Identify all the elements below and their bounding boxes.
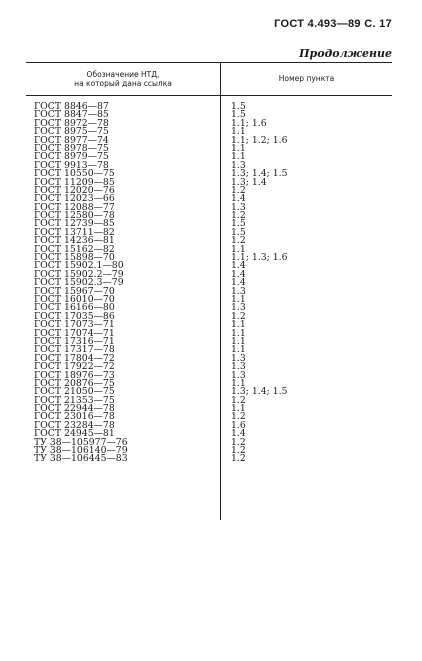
clause-number: 1.5 [231,226,246,238]
clause-number: 1.1 [231,327,246,339]
clause-number: 1.4 [231,268,246,280]
clause-number: 1.2 [231,411,246,423]
document-designation: ГОСТ 17074—71 [34,327,115,339]
clause-number: 1.1 [231,151,246,163]
document-designation: ГОСТ 8975—75 [34,126,109,138]
document-designation: ГОСТ 23284—78 [34,419,115,431]
clause-number: 1.2 [231,184,246,196]
document-designation: ГОСТ 23016—78 [34,411,115,423]
document-designation: ГОСТ 8972—78 [34,117,109,129]
table-header-rule [26,95,392,96]
column-header-document [26,70,220,88]
document-designation: ГОСТ 8978—75 [34,142,109,154]
document-designation: ГОСТ 17316—71 [34,335,115,347]
document-designation: ГОСТ 17035—86 [34,310,115,322]
clause-number: 1.3; 1.4 [231,176,267,188]
document-designation: ГОСТ 17804—72 [34,352,115,364]
document-designation: ГОСТ 12088—77 [34,201,115,213]
clause-number: 1.3 [231,285,246,297]
clause-number: 1.4 [231,428,246,440]
document-designation: ГОСТ 17922—72 [34,361,115,373]
document-designation: ГОСТ 12020—76 [34,184,115,196]
clause-number: 1.3 [231,352,246,364]
clause-number: 1.3; 1.4; 1.5 [231,168,288,180]
clause-number: 1.5 [231,109,246,121]
clause-number: 1.2 [231,445,246,457]
clause-number: 1.5 [231,218,246,230]
clause-number: 1.3 [231,201,246,213]
page-title: ГОСТ 4.493—89 С. 17 [274,18,392,30]
clause-number: 1.1; 1.6 [231,117,267,129]
document-designation: ГОСТ 13711—82 [34,226,115,238]
document-designation: ГОСТ 20876—75 [34,377,115,389]
table-row [0,455,422,463]
clause-number: 1.1 [231,319,246,331]
document-designation: ГОСТ 15162—82 [34,243,115,255]
clause-number: 1.4 [231,193,246,205]
document-designation: ГОСТ 22944—78 [34,403,115,415]
document-designation: ГОСТ 18976—73 [34,369,115,381]
document-designation: ГОСТ 8846—87 [34,101,109,112]
document-designation: ТУ 38—106140—79 [34,445,128,457]
clause-number: 1.3; 1.4; 1.5 [231,386,288,398]
clause-number: 1.1 [231,377,246,389]
clause-number: 1.2 [231,235,246,247]
document-designation: ТУ 38—105977—76 [34,436,128,448]
clause-number: 1.3 [231,159,246,171]
column-header-document-line2: на который дана ссылка [74,79,172,88]
table-top-rule [26,62,392,63]
clause-number: 1.1 [231,243,246,255]
clause-number: 1.2 [231,394,246,406]
document-designation: ГОСТ 12023—66 [34,193,115,205]
document-designation: ГОСТ 10550—75 [34,168,115,180]
document-designation: ГОСТ 15967—70 [34,285,115,297]
clause-number: 1.1 [231,293,246,305]
clause-number: 1.3 [231,302,246,314]
document-designation: ГОСТ 11209—85 [34,176,115,188]
document-designation: ГОСТ 15902.3—79 [34,277,124,289]
document-designation: ГОСТ 15902.1—80 [34,260,124,272]
column-header-document-line1: Обозначение НТД, [86,70,160,79]
clause-number: 1.2 [231,436,246,448]
clause-number: 1.2 [231,210,246,222]
document-designation: ГОСТ 15902.2—79 [34,268,124,280]
clause-number: 1.4 [231,277,246,289]
clause-number: 1.2 [231,310,246,322]
clause-number: 1.4 [231,260,246,272]
table-body [0,103,422,464]
clause-number: 1.1 [231,344,246,356]
document-designation: ГОСТ 12580—78 [34,210,115,222]
clause-number: 1.3 [231,361,246,373]
clause-number: 1.1 [231,126,246,138]
document-designation: ГОСТ 24945—81 [34,428,115,440]
clause-number: 1.1 [231,403,246,415]
document-designation: ГОСТ 17317—78 [34,344,115,356]
document-designation: ГОСТ 16010—70 [34,293,115,305]
clause-number: 1.3 [231,369,246,381]
document-designation: ГОСТ 8847—85 [34,109,109,121]
clause-number: 1.1; 1.2; 1.6 [231,134,288,146]
clause-number: 1.6 [231,419,246,431]
document-designation: ГОСТ 8977—74 [34,134,109,146]
clause-number: 1.5 [231,101,246,112]
document-designation: ГОСТ 17073—71 [34,319,115,331]
document-designation: ГОСТ 15898—70 [34,252,115,264]
document-designation: ТУ 38—106445—83 [34,453,128,465]
clause-number: 1.1 [231,142,246,154]
clause-number: 1.1 [231,335,246,347]
document-designation: ГОСТ 8979—75 [34,151,109,163]
column-header-clause: Номер пункта [278,74,335,83]
document-designation: ГОСТ 9913—78 [34,159,109,171]
document-designation: ГОСТ 14236—81 [34,235,115,247]
document-designation: ГОСТ 16166—80 [34,302,115,314]
document-designation: ГОСТ 21050—75 [34,386,115,398]
clause-number: 1.1; 1.3; 1.6 [231,252,288,264]
document-designation: ГОСТ 12739—85 [34,218,115,230]
clause-number: 1.2 [231,453,246,465]
document-designation: ГОСТ 21353—75 [34,394,115,406]
continuation-label: Продолжение [299,47,392,60]
